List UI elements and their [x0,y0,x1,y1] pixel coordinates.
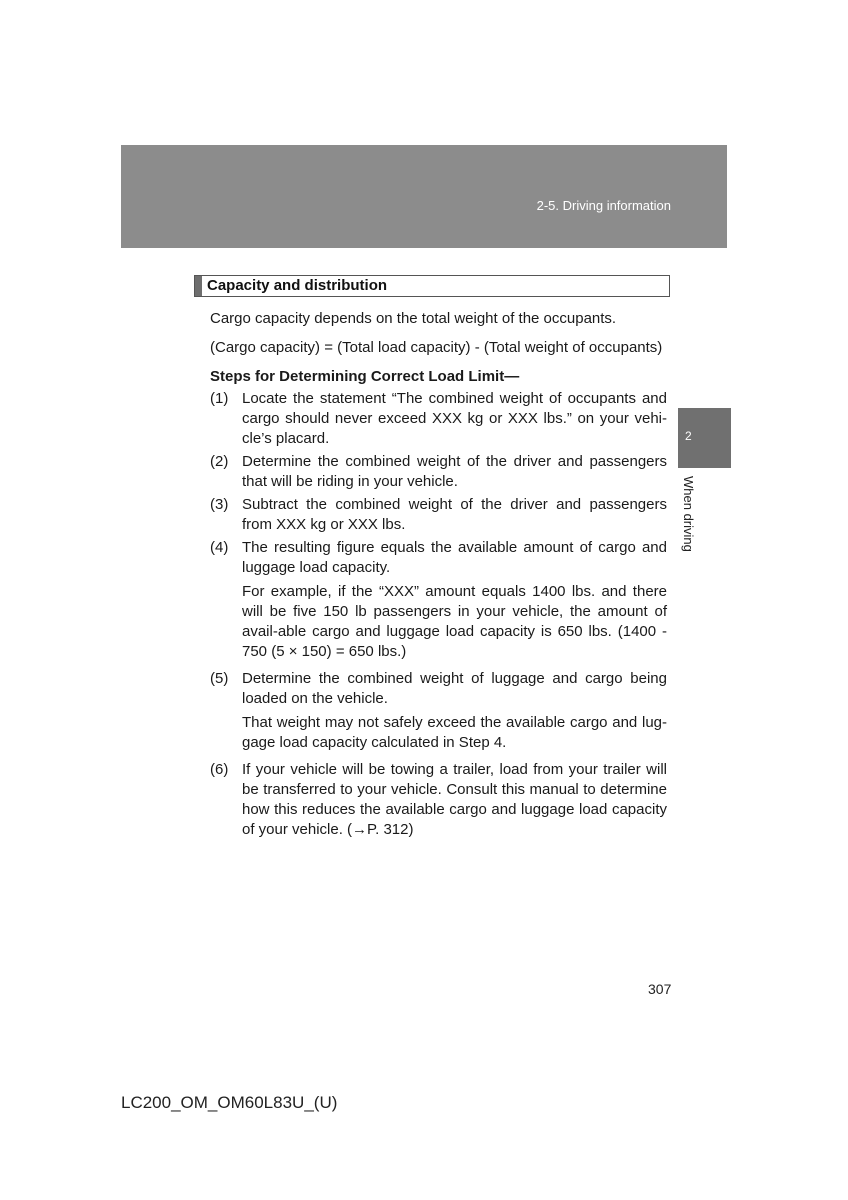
steps-heading: Steps for Determining Correct Load Limit— [210,368,520,385]
document-code: LC200_OM_OM60L83U_(U) [121,1093,338,1112]
step-item [210,389,667,449]
step-item [210,538,667,578]
section-title: Capacity and distribution [207,277,388,294]
chapter-number: 2 [685,429,692,443]
step-note: For example, if the “XXX” amount equals 1400 lbs. and there will be five 150 lb passengers in your vehicle, the amount of avail-able cargo and luggage load capacity is 650 lbs. (1400 - 750 (5 × 150) = 650 lbs.) [242,583,667,660]
step-note: That weight may not safely exceed the available cargo and lug-gage load capacity calculated in Step 4. [242,714,667,751]
step-text: Locate the statement “The combined weight of occupants and cargo should never exceed XXX kg or XXX lbs.” on your vehi-cle’s placard. [242,390,667,447]
step-item [210,495,667,535]
step-text: Subtract the combined weight of the driver and passengers from XXX kg or XXX lbs. [242,496,667,533]
step-item [210,452,667,492]
step-number: (3) [210,496,229,513]
step-number: (5) [210,670,229,687]
chapter-tab [678,408,731,468]
page-number: 307 [648,981,672,997]
step-number: (4) [210,539,229,556]
step-number: (6) [210,761,229,778]
step-number: (1) [210,390,229,407]
step-text: The resulting figure equals the available amount of cargo and luggage load capacity. [242,539,667,576]
header-band [121,145,727,248]
step-text: If your vehicle will be towing a trailer, load from your trailer will be transferred to your vehicle. Consult this manual to determine how this reduces the available cargo and luggage load capacity of your vehicle. (→P. 312) [242,761,667,838]
main-content [210,309,667,843]
step-item [210,760,667,840]
intro-line-2: (Cargo capacity) = (Total load capacity) - (Total weight of occupants) [210,339,663,356]
step-number: (2) [210,453,229,470]
chapter-label: When driving [681,476,696,552]
section-heading-box [194,275,670,297]
step-text: Determine the combined weight of the driver and passengers that will be riding in your vehicle. [242,453,667,490]
step-item [210,669,667,709]
section-heading-bar [195,276,202,296]
header-section-title: 2-5. Driving information [536,198,671,213]
intro-line-1: Cargo capacity depends on the total weight of the occupants. [210,310,617,327]
step-text: Determine the combined weight of luggage and cargo being loaded on the vehicle. [242,670,667,707]
